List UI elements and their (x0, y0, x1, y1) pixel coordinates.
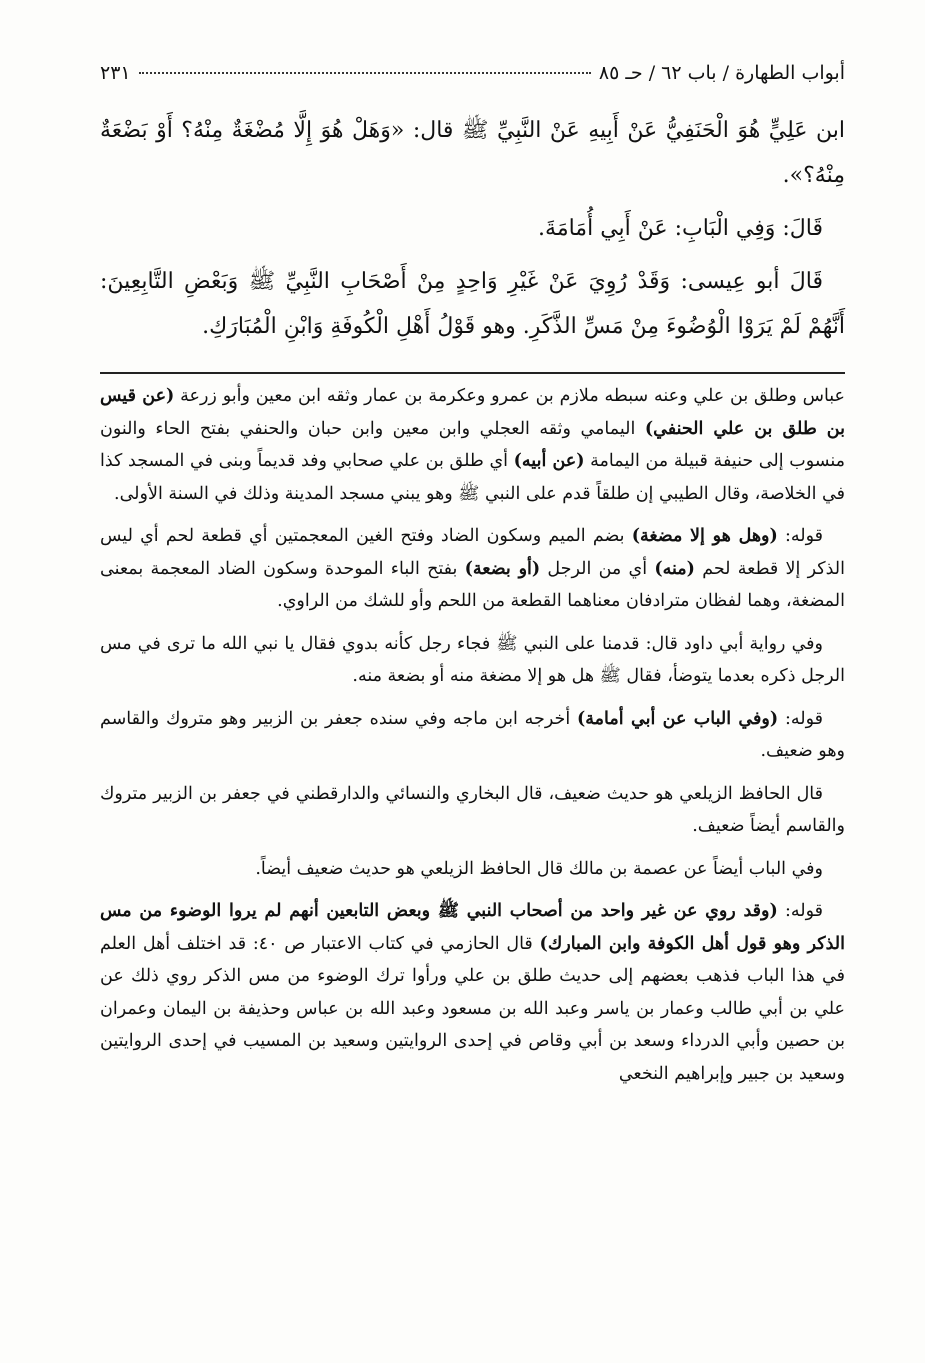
commentary-text-run: قوله: (778, 708, 823, 729)
quoted-phrase: (وهل هو إلا مضغة) (631, 526, 778, 546)
commentary-text (100, 380, 845, 1090)
hadith-paragraph: قَالَ: وَفِي الْبَابِ: عَنْ أَبِي أُمَامَةَ. (538, 216, 823, 241)
commentary-text-run: اليمامي وثقه العجلي وابن معين وابن حبان والحنفي بفتح الحاء والنون منسوب إلى حنيفة قبيلة من اليمامة (100, 418, 846, 471)
commentary-text-run: أي من الرجل (540, 558, 655, 579)
separator-rule (100, 372, 845, 374)
running-title: أبواب الطهارة / باب ٦٢ / حـ ٨٥ (598, 62, 845, 84)
hadith-paragraph: قَالَ أبو عِيسى: وَقَدْ رُوِيَ عَنْ غَيْرِ وَاحِدٍ مِنْ أَصْحَابِ النَّبِيِّ ﷺ وَبَعْضِ التَّابِعِينَ: أَنَّهُمْ لَمْ يَرَوْا الْوُضُوءَ مِنْ مَسِّ الذَّكَرِ. وهو قَوْلُ أَهْلِ الْكُوفَةِ وَابْنِ الْمُبَارَكِ. (100, 269, 845, 339)
commentary-text-run: قال الحازمي في كتاب الاعتبار ص ٤٠: قد اختلف أهل العلم في هذا الباب فذهب بعضهم إلى حديث طلق بن علي ورأوا ترك الوضوء من مس الذكر روي ذلك عن علي بن أبي طالب وعمار بن ياسر وعبد الله بن مسعود وعبد الله بن عباس وحذيفة بن اليمان وعمران بن حصين وأبي الدرداء وسعد بن أبي وقاص في إحدى الروايتين وسعيد بن المسيب في إحدى الروايتين وسعيد بن جبير وإبراهيم النخعي (100, 933, 845, 1084)
commentary-paragraph (100, 703, 845, 768)
commentary-text-run: أخرجه ابن ماجه وفي سنده جعفر بن الزبير وهو متروك والقاسم وهو ضعيف. (100, 708, 845, 761)
commentary-paragraph (100, 520, 845, 618)
commentary-paragraph (100, 380, 845, 510)
quoted-phrase: (عن أبيه) (513, 451, 585, 471)
commentary-text-run: بفتح الباء الموحدة وسكون الضاد المعجمة بمعنى المضغة، وهما لفظان مترادفان معناهما القطعة من اللحم وأو للشك من الراوي. (100, 558, 845, 611)
commentary-paragraph (100, 895, 845, 1090)
quoted-phrase: (عن قيس بن طلق بن علي الحنفي) (100, 386, 845, 439)
commentary-text-run: بضم الميم وسكون الضاد وفتح الغين المعجمتين أي قطعة لحم أي ليس الذكر إلا قطعة لحم (100, 526, 846, 579)
quoted-phrase: (منه) (654, 558, 695, 579)
header-dot-leader (139, 72, 591, 74)
commentary-paragraph: قال الحافظ الزيلعي هو حديث ضعيف، قال البخاري والنسائي والدارقطني في جعفر بن الزبير متروك والقاسم أيضاً ضعيف. (100, 783, 845, 836)
quoted-phrase: (وقد روي عن غير واحد من أصحاب النبي ﷺ وبعض التابعين أنهم لم يروا الوضوء من مس الذكر وهو قول أهل الكوفة وابن المبارك) (100, 901, 845, 954)
commentary-text-run: عباس وطلق بن علي وعنه سبطه ملازم بن عمرو وعكرمة بن عمار وثقه ابن معين وأبو زرعة (174, 386, 845, 406)
commentary-paragraph: وفي رواية أبي داود قال: قدمنا على النبي ﷺ فجاء رجل كأنه بدوي فقال يا نبي الله ما ترى في مس الرجل ذكره بعدما يتوضأ، فقال ﷺ هل هو إلا مضغة منه أو بضعة منه. (100, 633, 845, 686)
page-number: ٢٣١ (100, 62, 131, 84)
quoted-phrase: (أو بضعة) (464, 558, 541, 579)
page-header (100, 62, 845, 98)
quoted-phrase: (وفي الباب عن أبي أمامة) (577, 708, 779, 729)
commentary-paragraph: وفي الباب أيضاً عن عصمة بن مالك قال الحافظ الزيلعي هو حديث ضعيف أيضاً. (255, 858, 823, 879)
hadith-paragraph: ابن عَلِيٍّ هُوَ الْحَنَفِيُّ عَنْ أَبِيهِ عَنْ النَّبِيِّ ﷺ قال: «وَهَلْ هُوَ إِلَّا مُضْغَةٌ مِنْهُ؟ أَوْ بَضْعَةٌ مِنْهُ؟». (100, 118, 845, 188)
commentary-text-run: قوله: (777, 526, 823, 546)
hadith-text (100, 108, 845, 349)
commentary-text-run: قوله: (777, 901, 823, 921)
commentary-text-run: أي طلق بن علي صحابي وفد قديماً وبنى في المسجد كذا في الخلاصة، وقال الطيبي إن طلقاً قدم على النبي ﷺ وهو يبني مسجد المدينة وذلك في السنة الأولى. (100, 451, 845, 504)
